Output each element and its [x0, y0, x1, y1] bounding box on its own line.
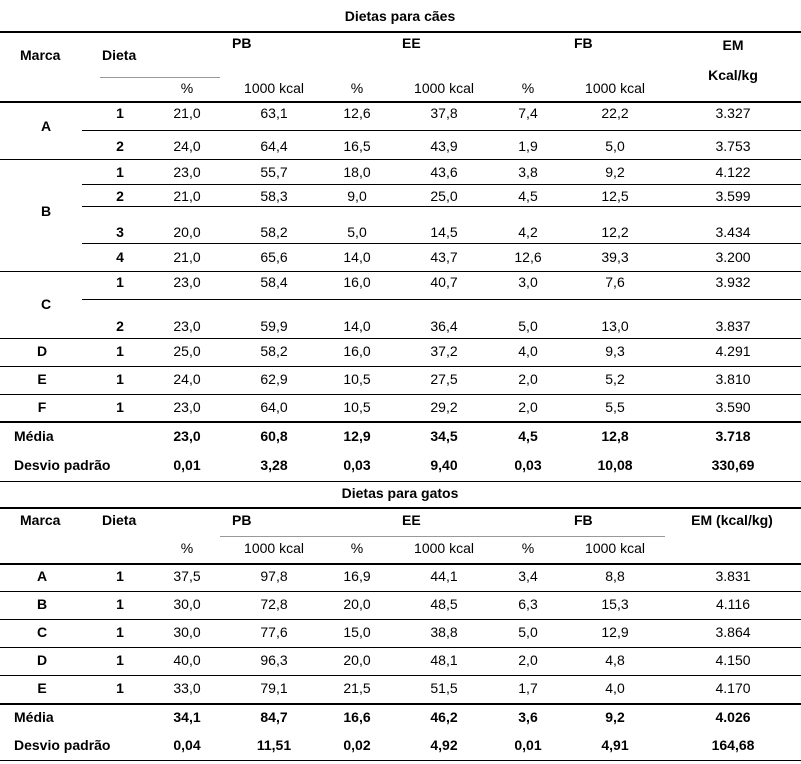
- dieta-cell: 1: [116, 652, 124, 668]
- col-header-dieta: Dieta: [102, 47, 137, 63]
- brand-divider: [0, 366, 801, 367]
- cell-fb-kcal: 4,8: [605, 652, 625, 668]
- col-header-marca: Marca: [20, 512, 61, 528]
- row-divider: [82, 206, 801, 207]
- mean-pb-kcal: 84,7: [260, 709, 288, 725]
- cell-fb-pct: 3,8: [518, 164, 538, 180]
- cell-pb-kcal: 97,8: [260, 568, 288, 584]
- body-border-bottom: [0, 703, 801, 705]
- cell-ee-pct: 16,5: [343, 138, 371, 154]
- cell-fb-kcal: 13,0: [601, 318, 629, 334]
- subheader-ee-kcal: 1000 kcal: [414, 80, 474, 96]
- cell-em: 4.170: [715, 680, 751, 696]
- cell-pb-pct: 21,0: [173, 105, 201, 121]
- cell-ee-kcal: 14,5: [430, 224, 458, 240]
- mean-label: Média: [14, 428, 54, 444]
- cell-pb-kcal: 58,4: [260, 274, 288, 290]
- row-divider: [82, 130, 801, 131]
- cell-ee-kcal: 40,7: [430, 274, 458, 290]
- cell-em: 3.864: [715, 624, 751, 640]
- cell-em: 3.327: [715, 105, 751, 121]
- cell-pb-kcal: 55,7: [260, 164, 288, 180]
- cell-pb-kcal: 63,1: [260, 105, 288, 121]
- subheader-pb-kcal: 1000 kcal: [244, 80, 304, 96]
- brand-label-b: B: [40, 203, 52, 219]
- cell-pb-kcal: 79,1: [260, 680, 288, 696]
- mean-fb-pct: 3,6: [518, 709, 538, 725]
- mean-fb-kcal: 9,2: [605, 709, 625, 725]
- cell-pb-kcal: 96,3: [260, 652, 288, 668]
- cell-pb-pct: 20,0: [173, 224, 201, 240]
- marca-cell: C: [36, 624, 48, 640]
- cell-fb-kcal: 12,2: [601, 224, 629, 240]
- col-header-em: EM (kcal/kg): [691, 512, 773, 528]
- sd-em: 330,69: [711, 457, 755, 473]
- cell-pb-pct: 40,0: [173, 652, 201, 668]
- col-header-em-unit: Kcal/kg: [708, 67, 758, 83]
- cell-pb-pct: 24,0: [173, 138, 201, 154]
- cell-pb-pct: 23,0: [173, 274, 201, 290]
- dieta-cell: 1: [116, 164, 124, 180]
- cell-em: 3.590: [715, 399, 751, 415]
- brand-label-c: C: [40, 296, 52, 312]
- cell-ee-pct: 16,0: [343, 343, 371, 359]
- mean-pb-pct: 23,0: [173, 428, 201, 444]
- cell-ee-kcal: 36,4: [430, 318, 458, 334]
- subheader-pb-pct: %: [180, 540, 194, 556]
- col-header-pb: PB: [232, 35, 252, 51]
- dogs-table-title: Dietas para cães: [344, 8, 456, 24]
- cell-fb-pct: 5,0: [518, 318, 538, 334]
- dieta-cell: 1: [116, 274, 124, 290]
- body-border-bottom: [0, 421, 801, 423]
- brand-divider: [0, 159, 801, 160]
- row-divider: [0, 647, 801, 648]
- subheader-fb-kcal: 1000 kcal: [585, 540, 645, 556]
- cell-ee-pct: 10,5: [343, 399, 371, 415]
- cell-ee-pct: 15,0: [343, 624, 371, 640]
- cell-fb-kcal: 4,0: [605, 680, 625, 696]
- cell-fb-pct: 4,2: [518, 224, 538, 240]
- marca-cell: D: [36, 652, 48, 668]
- cell-pb-pct: 23,0: [173, 399, 201, 415]
- cell-em: 3.831: [715, 568, 751, 584]
- cell-fb-pct: 4,0: [518, 343, 538, 359]
- dieta-cell: 1: [116, 371, 124, 387]
- marca-cell: B: [36, 596, 48, 612]
- sd-em: 164,68: [711, 737, 755, 753]
- cell-pb-pct: 23,0: [173, 164, 201, 180]
- dieta-cell: 1: [116, 343, 124, 359]
- subheader-ee-pct: %: [350, 80, 364, 96]
- cell-fb-pct: 5,0: [518, 624, 538, 640]
- cell-ee-pct: 5,0: [347, 224, 367, 240]
- table-border-top: [0, 507, 801, 509]
- mean-ee-pct: 12,9: [343, 428, 371, 444]
- mean-fb-kcal: 12,8: [601, 428, 629, 444]
- cell-em: 3.932: [715, 274, 751, 290]
- cell-em: 4.150: [715, 652, 751, 668]
- sd-label: Desvio padrão: [14, 737, 111, 753]
- brand-label-f: F: [37, 399, 47, 415]
- subheader-pb-kcal: 1000 kcal: [244, 540, 304, 556]
- col-header-fb: FB: [574, 35, 593, 51]
- cell-pb-pct: 21,0: [173, 188, 201, 204]
- sd-label: Desvio padrão: [14, 457, 111, 473]
- sd-ee-pct: 0,03: [343, 457, 371, 473]
- mean-label: Média: [14, 709, 54, 725]
- cell-fb-pct: 2,0: [518, 652, 538, 668]
- brand-label-d: D: [36, 343, 48, 359]
- table-border-top: [0, 31, 801, 33]
- cell-fb-kcal: 9,2: [605, 164, 625, 180]
- cell-ee-pct: 21,5: [343, 680, 371, 696]
- cell-fb-kcal: 15,3: [601, 596, 629, 612]
- cell-pb-kcal: 77,6: [260, 624, 288, 640]
- cell-fb-pct: 4,5: [518, 188, 538, 204]
- cell-ee-kcal: 43,7: [430, 249, 458, 265]
- dieta-cell: 1: [116, 568, 124, 584]
- sd-fb-pct: 0,03: [514, 457, 542, 473]
- cell-ee-kcal: 48,1: [430, 652, 458, 668]
- cell-pb-kcal: 58,3: [260, 188, 288, 204]
- mean-pb-pct: 34,1: [173, 709, 201, 725]
- header-border-bottom: [0, 563, 801, 565]
- cell-ee-kcal: 29,2: [430, 399, 458, 415]
- cell-pb-kcal: 65,6: [260, 249, 288, 265]
- subheader-fb-kcal: 1000 kcal: [585, 80, 645, 96]
- dieta-cell: 2: [116, 188, 124, 204]
- cell-ee-kcal: 51,5: [430, 680, 458, 696]
- sd-fb-kcal: 10,08: [597, 457, 633, 473]
- col-header-ee: EE: [402, 35, 421, 51]
- header-border-bottom: [0, 101, 801, 103]
- dieta-cell: 1: [116, 399, 124, 415]
- cell-fb-kcal: 5,2: [605, 371, 625, 387]
- cell-fb-kcal: 22,2: [601, 105, 629, 121]
- cats-table-title: Dietas para gatos: [341, 485, 459, 501]
- cell-em: 3.200: [715, 249, 751, 265]
- cell-fb-kcal: 9,3: [605, 343, 625, 359]
- cell-em: 3.810: [715, 371, 751, 387]
- cell-ee-kcal: 44,1: [430, 568, 458, 584]
- cell-pb-pct: 30,0: [173, 596, 201, 612]
- cell-fb-pct: 7,4: [518, 105, 538, 121]
- sd-fb-kcal: 4,91: [601, 737, 629, 753]
- cell-pb-kcal: 58,2: [260, 343, 288, 359]
- cell-pb-pct: 24,0: [173, 371, 201, 387]
- cell-fb-pct: 12,6: [514, 249, 542, 265]
- table-border-bottom: [0, 760, 801, 761]
- mean-ee-kcal: 34,5: [430, 428, 458, 444]
- cell-ee-kcal: 37,2: [430, 343, 458, 359]
- cell-em: 3.599: [715, 188, 751, 204]
- dieta-cell: 1: [116, 624, 124, 640]
- mean-ee-kcal: 46,2: [430, 709, 458, 725]
- cell-fb-kcal: 39,3: [601, 249, 629, 265]
- cell-fb-kcal: 5,0: [605, 138, 625, 154]
- brand-divider: [0, 338, 801, 339]
- cell-pb-pct: 30,0: [173, 624, 201, 640]
- sd-pb-kcal: 11,51: [256, 737, 292, 753]
- dieta-cell: 2: [116, 318, 124, 334]
- cell-pb-pct: 25,0: [173, 343, 201, 359]
- brand-label-a: A: [40, 118, 52, 134]
- cell-ee-kcal: 25,0: [430, 188, 458, 204]
- cell-ee-kcal: 27,5: [430, 371, 458, 387]
- cell-ee-pct: 10,5: [343, 371, 371, 387]
- cell-ee-kcal: 38,8: [430, 624, 458, 640]
- cell-ee-pct: 20,0: [343, 596, 371, 612]
- cell-em: 4.116: [716, 596, 750, 612]
- mean-pb-kcal: 60,8: [260, 428, 288, 444]
- col-header-ee: EE: [402, 512, 421, 528]
- cell-pb-pct: 33,0: [173, 680, 201, 696]
- subheader-pb-pct: %: [180, 80, 194, 96]
- cell-pb-kcal: 62,9: [260, 371, 288, 387]
- cell-pb-kcal: 72,8: [260, 596, 288, 612]
- cell-ee-pct: 14,0: [343, 249, 371, 265]
- cell-ee-pct: 16,9: [343, 568, 371, 584]
- row-divider: [82, 184, 801, 185]
- col-header-marca: Marca: [20, 47, 61, 63]
- marca-cell: A: [36, 568, 48, 584]
- cell-ee-pct: 9,0: [347, 188, 367, 204]
- cell-ee-kcal: 37,8: [430, 105, 458, 121]
- cell-fb-pct: 3,0: [518, 274, 538, 290]
- mean-em: 3.718: [715, 428, 751, 444]
- row-divider: [0, 675, 801, 676]
- cell-ee-kcal: 48,5: [430, 596, 458, 612]
- brand-divider: [0, 394, 801, 395]
- subheader-top-rule: [220, 536, 665, 537]
- cell-ee-pct: 14,0: [343, 318, 371, 334]
- cell-fb-pct: 2,0: [518, 399, 538, 415]
- subheader-fb-pct: %: [521, 80, 535, 96]
- cell-fb-kcal: 12,9: [601, 624, 629, 640]
- dieta-cell: 1: [116, 680, 124, 696]
- cell-ee-kcal: 43,9: [430, 138, 458, 154]
- sd-ee-kcal: 4,92: [430, 737, 458, 753]
- dieta-cell: 4: [116, 249, 124, 265]
- sd-ee-pct: 0,02: [343, 737, 371, 753]
- cell-pb-kcal: 58,2: [260, 224, 288, 240]
- cell-em: 3.434: [715, 224, 751, 240]
- col-header-em: EM: [722, 37, 744, 53]
- sd-ee-kcal: 9,40: [430, 457, 458, 473]
- cell-ee-pct: 20,0: [343, 652, 371, 668]
- col-header-pb: PB: [232, 512, 252, 528]
- cell-fb-pct: 1,9: [518, 138, 538, 154]
- cell-ee-kcal: 43,6: [430, 164, 458, 180]
- cell-pb-kcal: 64,4: [260, 138, 288, 154]
- cell-fb-kcal: 8,8: [605, 568, 625, 584]
- marca-cell: E: [37, 680, 47, 696]
- dieta-cell: 3: [116, 224, 124, 240]
- cell-ee-pct: 12,6: [343, 105, 371, 121]
- mean-ee-pct: 16,6: [343, 709, 371, 725]
- cell-fb-kcal: 5,5: [605, 399, 625, 415]
- cell-pb-pct: 23,0: [173, 318, 201, 334]
- cell-fb-pct: 6,3: [518, 596, 538, 612]
- cell-fb-pct: 1,7: [518, 680, 538, 696]
- mean-fb-pct: 4,5: [518, 428, 538, 444]
- dieta-underline: [100, 77, 220, 78]
- col-header-dieta: Dieta: [102, 512, 137, 528]
- sd-pb-kcal: 3,28: [260, 457, 288, 473]
- cell-em: 4.122: [715, 164, 751, 180]
- brand-divider: [0, 271, 801, 272]
- cell-ee-pct: 18,0: [343, 164, 371, 180]
- dieta-cell: 2: [116, 138, 124, 154]
- sd-pb-pct: 0,01: [173, 457, 201, 473]
- table-border-bottom: [0, 481, 801, 482]
- cell-em: 3.753: [715, 138, 751, 154]
- row-divider: [82, 299, 801, 300]
- cell-fb-kcal: 12,5: [601, 188, 629, 204]
- cell-pb-pct: 37,5: [173, 568, 201, 584]
- row-divider: [0, 619, 801, 620]
- subheader-fb-pct: %: [521, 540, 535, 556]
- cell-em: 3.837: [715, 318, 751, 334]
- sd-fb-pct: 0,01: [514, 737, 542, 753]
- cell-ee-pct: 16,0: [343, 274, 371, 290]
- sd-pb-pct: 0,04: [173, 737, 201, 753]
- mean-em: 4.026: [715, 709, 751, 725]
- subheader-ee-kcal: 1000 kcal: [414, 540, 474, 556]
- cell-pb-kcal: 64,0: [260, 399, 288, 415]
- dieta-cell: 1: [116, 105, 124, 121]
- cell-pb-pct: 21,0: [173, 249, 201, 265]
- brand-label-e: E: [37, 371, 47, 387]
- row-divider: [0, 591, 801, 592]
- cell-fb-pct: 3,4: [518, 568, 538, 584]
- row-divider: [82, 243, 801, 244]
- cell-fb-pct: 2,0: [518, 371, 538, 387]
- col-header-fb: FB: [574, 512, 593, 528]
- subheader-ee-pct: %: [350, 540, 364, 556]
- cell-fb-kcal: 7,6: [605, 274, 625, 290]
- cell-em: 4.291: [715, 343, 751, 359]
- dieta-cell: 1: [116, 596, 124, 612]
- cell-pb-kcal: 59,9: [260, 318, 288, 334]
